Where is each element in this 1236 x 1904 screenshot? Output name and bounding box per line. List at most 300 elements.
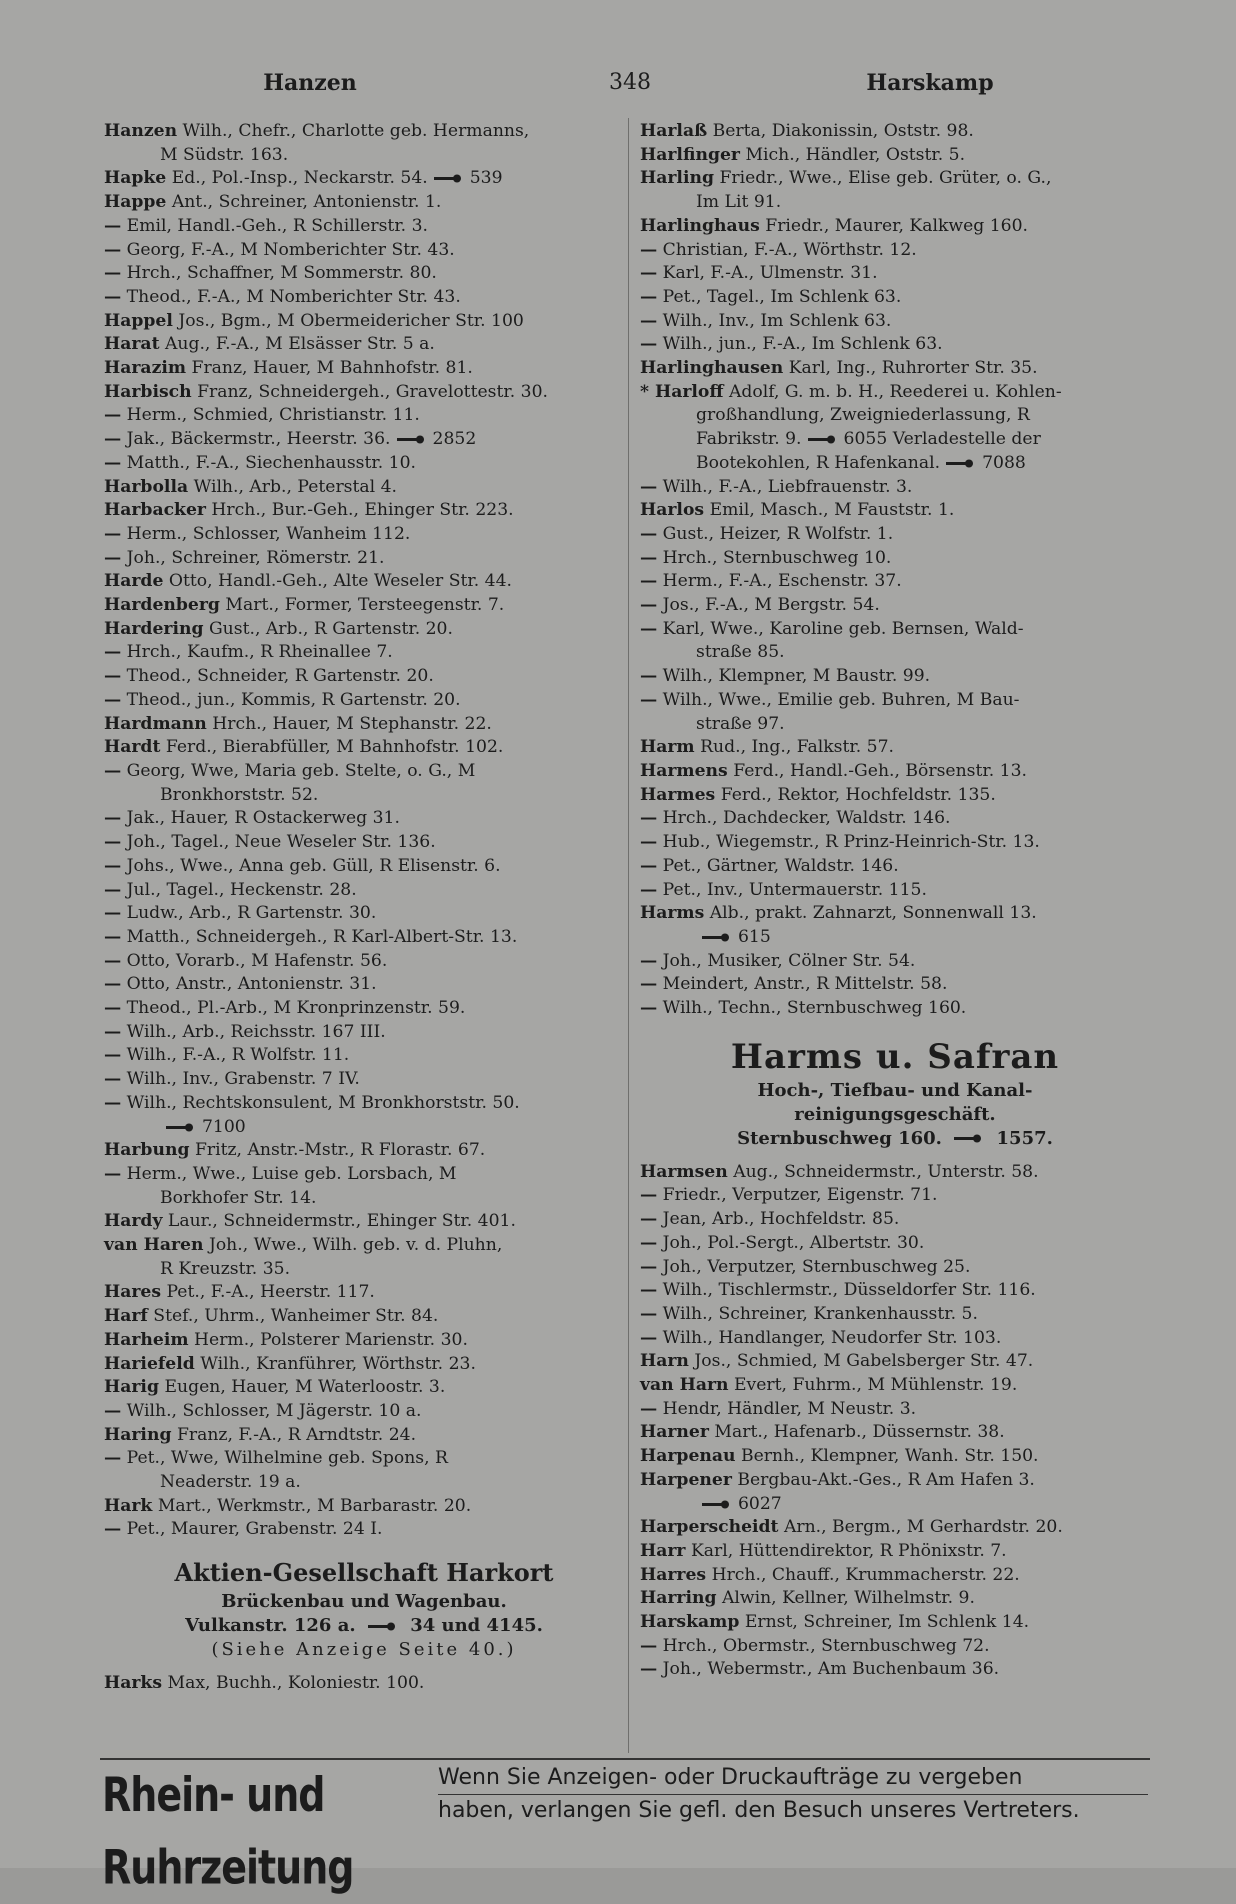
entry-surname: Harmsen xyxy=(640,1161,728,1182)
page-number: 348 xyxy=(609,70,651,95)
entry-details: Wilh., Chefr., Charlotte geb. Hermanns, xyxy=(182,121,530,141)
entry-details: Mich., Händler, Oststr. 5. xyxy=(745,144,966,165)
ad-title: Harms u. Safran xyxy=(730,1036,1060,1077)
entry-details: Wilh., Techn., Sternbuschweg 160. xyxy=(662,998,967,1019)
entry-details: Alwin, Kellner, Wilhelmstr. 9. xyxy=(722,1588,975,1609)
list-item xyxy=(640,689,1150,713)
list-item xyxy=(640,1398,1150,1422)
telephone-icon xyxy=(808,435,838,444)
entry-surname: — xyxy=(640,523,658,544)
entry-details: Karl, Ing., Ruhrorter Str. 35. xyxy=(788,358,1038,379)
list-item xyxy=(104,120,624,144)
entry-details: Ferd., Rektor, Hochfeldstr. 135. xyxy=(720,784,996,805)
list-item xyxy=(104,404,624,428)
list-item xyxy=(640,167,1150,191)
entry-surname: Hardmann xyxy=(104,713,207,734)
list-item xyxy=(640,1232,1150,1256)
entry-surname: — xyxy=(640,832,658,853)
list-item xyxy=(640,499,1150,523)
entry-details: Pet., F.-A., Heerstr. 117. xyxy=(166,1282,375,1303)
list-item xyxy=(640,641,1150,665)
ad-address: Sternbuschweg 160. xyxy=(737,1127,942,1149)
list-item xyxy=(104,310,624,334)
entry-surname: Harskamp xyxy=(640,1612,740,1633)
list-item xyxy=(104,1672,624,1696)
entry-surname: Harlfinger xyxy=(640,144,740,165)
list-item xyxy=(640,286,1150,310)
entry-details: Ernst, Schreiner, Im Schlenk 14. xyxy=(744,1612,1030,1633)
entry-surname: — xyxy=(640,998,658,1019)
entry-surname: van Haren xyxy=(104,1235,204,1256)
list-item xyxy=(104,144,624,168)
entry-surname: Harms xyxy=(640,903,705,924)
entry-surname: Haring xyxy=(104,1424,172,1445)
entry-details: Joh., Musiker, Cölner Str. 54. xyxy=(662,950,916,971)
entry-details: straße 85. xyxy=(696,642,785,663)
right-column xyxy=(640,120,1150,1682)
list-item xyxy=(640,1516,1150,1540)
right-entry-list xyxy=(640,120,1150,1021)
entry-surname: — xyxy=(640,1185,658,1206)
entry-surname: Hardering xyxy=(104,618,204,639)
list-item xyxy=(104,333,624,357)
telephone-icon xyxy=(702,933,732,942)
ad-note: (Siehe Anzeige Seite 40.) xyxy=(211,1639,517,1661)
entry-surname: — xyxy=(640,950,658,971)
entry-surname: Harlinghaus xyxy=(640,215,760,236)
list-item xyxy=(104,807,624,831)
list-item xyxy=(104,973,624,997)
entry-surname: Harbacker xyxy=(104,500,206,521)
list-item xyxy=(104,570,624,594)
entry-surname: Harring xyxy=(640,1588,717,1609)
entry-phone: 6027 xyxy=(738,1493,782,1514)
list-item xyxy=(104,286,624,310)
entry-surname: — xyxy=(104,452,122,473)
ad-phone: 1557. xyxy=(996,1127,1053,1149)
entry-surname: Harf xyxy=(104,1306,148,1327)
entry-details: Ferd., Bierabfüller, M Bahnhofstr. 102. xyxy=(165,737,504,758)
ad-address: Vulkanstr. 126 a. xyxy=(185,1615,356,1637)
entry-surname: — xyxy=(104,1021,122,1042)
list-item xyxy=(640,523,1150,547)
entry-details: Wilh., jun., F.-A., Im Schlenk 63. xyxy=(662,334,943,355)
entry-details: Joh., Webermstr., Am Buchenbaum 36. xyxy=(662,1659,1000,1680)
entry-surname: — xyxy=(640,239,658,260)
entry-surname: Harbung xyxy=(104,1140,190,1161)
entry-surname: Hares xyxy=(104,1282,162,1303)
entry-details: Hrch., Chauff., Krummacherstr. 22. xyxy=(711,1564,1020,1585)
entry-details: Mart., Hafenarb., Düssernstr. 38. xyxy=(714,1422,1005,1443)
entry-details: Hrch., Obermstr., Sternbuschweg 72. xyxy=(662,1635,990,1656)
entry-surname: — xyxy=(640,1280,658,1301)
entry-details: Bergbau-Akt.-Ges., R Am Hafen 3. xyxy=(737,1469,1035,1490)
list-item xyxy=(104,950,624,974)
right-entry-list-2 xyxy=(640,1161,1150,1682)
list-item xyxy=(640,547,1150,571)
entry-surname: — xyxy=(104,1092,122,1113)
entry-details: Wilh., Arb., Reichsstr. 167 III. xyxy=(126,1021,386,1042)
list-item xyxy=(104,1376,624,1400)
entry-details: Berta, Diakonissin, Oststr. 98. xyxy=(712,121,974,141)
entry-details: Pet., Wwe, Wilhelmine geb. Spons, R xyxy=(126,1448,448,1469)
entry-surname: Harde xyxy=(104,571,164,592)
entry-surname: — xyxy=(640,855,658,876)
list-item xyxy=(640,1635,1150,1659)
entry-details: Herm., Wwe., Luise geb. Lorsbach, M xyxy=(126,1163,457,1184)
entry-surname: Harpener xyxy=(640,1469,732,1490)
entry-details: straße 97. xyxy=(696,713,785,734)
entry-details: Bootekohlen, R Hafenkanal. xyxy=(696,452,941,473)
entry-phone: 539 xyxy=(469,168,503,189)
telephone-icon xyxy=(166,1123,196,1132)
telephone-icon xyxy=(702,1500,732,1509)
list-item xyxy=(640,997,1150,1021)
entry-details: Friedr., Maurer, Kalkweg 160. xyxy=(765,215,1028,236)
entry-details: Franz, F.-A., R Arndtstr. 24. xyxy=(176,1424,417,1445)
entry-details: Georg, F.-A., M Nomberichter Str. 43. xyxy=(126,239,455,260)
entry-details: Wilh., Wwe., Emilie geb. Buhren, M Bau- xyxy=(662,689,1020,710)
entry-surname: Harlos xyxy=(640,500,705,521)
entry-surname: Hanzen xyxy=(104,121,178,141)
ad-line-2: reinigungsgeschäft. xyxy=(794,1103,996,1125)
list-item xyxy=(640,1611,1150,1635)
entry-details: Theod., jun., Kommis, R Gartenstr. 20. xyxy=(126,689,461,710)
list-item xyxy=(640,926,1150,950)
list-item xyxy=(640,428,1150,452)
entry-details: Wilh., Kranführer, Wörthstr. 23. xyxy=(200,1353,476,1374)
entry-surname: Harlinghausen xyxy=(640,358,784,379)
list-item xyxy=(104,547,624,571)
list-item xyxy=(640,760,1150,784)
entry-surname: — xyxy=(104,666,122,687)
left-entry-list xyxy=(104,120,624,1542)
column-divider xyxy=(628,118,629,1753)
list-item xyxy=(640,1279,1150,1303)
entry-details: Ludw., Arb., R Gartenstr. 30. xyxy=(126,903,377,924)
list-item xyxy=(104,1305,624,1329)
entry-surname: van Harn xyxy=(640,1375,729,1396)
list-item xyxy=(104,1234,624,1258)
entry-details: Hrch., Dachdecker, Waldstr. 146. xyxy=(662,808,951,829)
entry-details: Evert, Fuhrm., M Mühlenstr. 19. xyxy=(734,1375,1018,1396)
list-item xyxy=(640,404,1150,428)
entry-details: Joh., Verputzer, Sternbuschweg 25. xyxy=(662,1256,971,1277)
list-item xyxy=(104,902,624,926)
entry-surname: Hardy xyxy=(104,1211,163,1232)
entry-surname: — xyxy=(104,1448,122,1469)
entry-details: Jean, Arb., Hochfeldstr. 85. xyxy=(662,1209,900,1230)
entry-details: Hrch., Schaffner, M Sommerstr. 80. xyxy=(126,263,437,284)
entry-surname: — xyxy=(640,286,658,307)
entry-surname: Harperscheidt xyxy=(640,1517,779,1538)
entry-surname: — xyxy=(104,855,122,876)
entry-details: Max, Buchh., Koloniestr. 100. xyxy=(167,1673,425,1694)
entry-surname: — xyxy=(104,263,122,284)
list-item xyxy=(640,618,1150,642)
entry-suffix: Verladestelle der xyxy=(892,429,1041,450)
entry-details: Jak., Hauer, R Ostackerweg 31. xyxy=(126,808,400,829)
entry-details: Herm., Schmied, Christianstr. 11. xyxy=(126,405,420,426)
list-item xyxy=(104,1518,624,1542)
entry-details: Wilh., Schreiner, Krankenhausstr. 5. xyxy=(662,1303,978,1324)
list-item xyxy=(640,1587,1150,1611)
entry-details: R Kreuzstr. 35. xyxy=(160,1258,291,1279)
entry-surname: Harig xyxy=(104,1377,159,1398)
entry-surname: Harmes xyxy=(640,784,716,805)
entry-details: Ant., Schreiner, Antonienstr. 1. xyxy=(171,192,442,213)
entry-details: Laur., Schneidermstr., Ehinger Str. 401. xyxy=(167,1211,516,1232)
entry-surname: — xyxy=(104,1519,122,1540)
header-right-keyword: Harskamp xyxy=(866,70,994,96)
entry-details: Otto, Handl.-Geh., Alte Weseler Str. 44. xyxy=(168,571,512,592)
entry-details: Emil, Handl.-Geh., R Schillerstr. 3. xyxy=(126,215,428,236)
list-item xyxy=(104,1044,624,1068)
entry-surname: Happel xyxy=(104,310,173,331)
entry-details: Alb., prakt. Zahnarzt, Sonnenwall 13. xyxy=(709,903,1037,924)
entry-surname: — xyxy=(104,926,122,947)
list-item xyxy=(640,1256,1150,1280)
list-item xyxy=(104,1495,624,1519)
list-item xyxy=(104,1424,624,1448)
entry-surname: Harheim xyxy=(104,1329,189,1350)
entry-details: Pet., Tagel., Im Schlenk 63. xyxy=(662,286,902,307)
entry-phone: 6055 xyxy=(843,429,888,450)
entry-details: Jul., Tagel., Heckenstr. 28. xyxy=(126,879,357,900)
entry-details: Rud., Ing., Falkstr. 57. xyxy=(700,737,894,758)
entry-surname: — xyxy=(640,1398,658,1419)
entry-details: Hrch., Kaufm., R Rheinallee 7. xyxy=(126,642,393,663)
ad-subtitle: Brückenbau und Wagenbau. xyxy=(221,1591,507,1613)
list-item xyxy=(640,807,1150,831)
list-item xyxy=(104,239,624,263)
entry-surname: Harr xyxy=(640,1540,686,1561)
entry-phone: 615 xyxy=(738,926,771,947)
list-item xyxy=(640,144,1150,168)
entry-surname: — xyxy=(640,1327,658,1348)
list-item xyxy=(640,1421,1150,1445)
entry-details: Jak., Bäckermstr., Heerstr. 36. xyxy=(126,429,391,450)
entry-details: Mart., Werkmstr., M Barbarastr. 20. xyxy=(157,1495,472,1516)
list-item xyxy=(104,713,624,737)
entry-surname: — xyxy=(104,808,122,829)
list-item xyxy=(104,689,624,713)
list-item xyxy=(640,1303,1150,1327)
entry-details: Ferd., Handl.-Geh., Börsenstr. 13. xyxy=(733,760,1027,781)
entry-details: Joh., Pol.-Sergt., Albertstr. 30. xyxy=(662,1232,925,1253)
list-item xyxy=(640,973,1150,997)
list-item xyxy=(640,333,1150,357)
entry-details: Ed., Pol.-Insp., Neckarstr. 54. xyxy=(171,168,428,189)
entry-surname: Hark xyxy=(104,1495,153,1516)
list-item xyxy=(104,215,624,239)
list-item xyxy=(640,1658,1150,1682)
list-item xyxy=(104,618,624,642)
entry-details: Friedr., Verputzer, Eigenstr. 71. xyxy=(662,1185,938,1206)
entry-details: Gust., Heizer, R Wolfstr. 1. xyxy=(662,523,894,544)
entry-surname: — xyxy=(104,286,122,307)
entry-surname: Harling xyxy=(640,168,715,189)
list-item xyxy=(640,215,1150,239)
entry-details: Aug., F.-A., M Elsässer Str. 5 a. xyxy=(164,334,435,355)
list-item xyxy=(640,784,1150,808)
list-item xyxy=(640,357,1150,381)
entry-details: Jos., Bgm., M Obermeidericher Str. 100 xyxy=(178,310,524,331)
list-item xyxy=(640,831,1150,855)
entry-details: Matth., F.-A., Siechenhausstr. 10. xyxy=(126,452,416,473)
list-item xyxy=(104,262,624,286)
header-left-keyword: Hanzen xyxy=(263,70,357,96)
entry-surname: Harres xyxy=(640,1564,707,1585)
entry-surname: — xyxy=(104,879,122,900)
entry-surname: — xyxy=(640,547,658,568)
list-item xyxy=(640,1374,1150,1398)
ad-contact xyxy=(640,1127,1150,1151)
entry-surname: — xyxy=(104,903,122,924)
entry-surname: Harm xyxy=(640,737,695,758)
list-item xyxy=(640,239,1150,263)
list-item xyxy=(640,476,1150,500)
entry-details: Borkhofer Str. 14. xyxy=(160,1187,317,1208)
newspaper-banner xyxy=(100,1758,1150,1895)
entry-surname: — xyxy=(640,1659,658,1680)
entry-surname: — xyxy=(640,974,658,995)
entry-surname: — xyxy=(104,1045,122,1066)
list-item xyxy=(640,310,1150,334)
entry-surname: — xyxy=(640,571,658,592)
entry-surname: — xyxy=(104,689,122,710)
entry-details: Karl, Wwe., Karoline geb. Bernsen, Wald- xyxy=(662,618,1024,639)
entry-details: Neaderstr. 19 a. xyxy=(160,1472,301,1493)
list-item xyxy=(104,357,624,381)
list-item xyxy=(104,736,624,760)
entry-details: Jos., F.-A., M Bergstr. 54. xyxy=(662,595,880,616)
entry-details: Fabrikstr. 9. xyxy=(696,429,802,450)
entry-details: Joh., Tagel., Neue Weseler Str. 136. xyxy=(126,832,436,853)
entry-details: Eugen, Hauer, M Waterloostr. 3. xyxy=(164,1377,446,1398)
entry-surname: Harlaß xyxy=(640,121,708,141)
entry-details: Pet., Gärtner, Waldstr. 146. xyxy=(662,855,899,876)
list-item xyxy=(640,262,1150,286)
list-item xyxy=(640,1208,1150,1232)
list-item xyxy=(640,855,1150,879)
entry-details: Gust., Arb., R Gartenstr. 20. xyxy=(208,618,453,639)
telephone-icon xyxy=(434,174,464,183)
entry-details: Meindert, Anstr., R Mittelstr. 58. xyxy=(662,974,948,995)
list-item xyxy=(104,523,624,547)
entry-details: Hub., Wiegemstr., R Prinz-Heinrich-Str. 13. xyxy=(662,832,1040,853)
page-header xyxy=(0,70,1236,110)
entry-details: Matth., Schneidergeh., R Karl-Albert-Str. 13. xyxy=(126,926,518,947)
harms-safran-advertisement xyxy=(640,1035,1150,1151)
list-item xyxy=(104,381,624,405)
entry-details: Johs., Wwe., Anna geb. Güll, R Elisenstr. 6. xyxy=(126,855,501,876)
entry-surname: — xyxy=(640,689,658,710)
list-item xyxy=(640,594,1150,618)
entry-surname: — xyxy=(104,1163,122,1184)
entry-surname: — xyxy=(640,310,658,331)
entry-details: Herm., F.-A., Eschenstr. 37. xyxy=(662,571,902,592)
entry-details: Otto, Anstr., Antonienstr. 31. xyxy=(126,974,377,995)
entry-details: Hrch., Hauer, M Stephanstr. 22. xyxy=(212,713,492,734)
list-item xyxy=(104,499,624,523)
harkort-advertisement xyxy=(104,1556,624,1662)
entry-details: Otto, Vorarb., M Hafenstr. 56. xyxy=(126,950,388,971)
entry-details: Wilh., Rechtskonsulent, M Bronkhorststr. 50. xyxy=(126,1092,520,1113)
list-item xyxy=(640,452,1150,476)
list-item xyxy=(640,1564,1150,1588)
entry-details: Wilh., Inv., Im Schlenk 63. xyxy=(662,310,892,331)
entry-phone: 2852 xyxy=(432,429,477,450)
list-item xyxy=(104,926,624,950)
ad-phone: 34 und 4145. xyxy=(410,1615,543,1637)
ad-contact xyxy=(104,1614,624,1638)
entry-surname: Harbolla xyxy=(104,476,189,497)
entry-details: Hrch., Sternbuschweg 10. xyxy=(662,547,892,568)
list-item xyxy=(640,1540,1150,1564)
entry-details: Adolf, G. m. b. H., Reederei u. Kohlen- xyxy=(728,381,1062,402)
entry-details: Wilh., Handlanger, Neudorfer Str. 103. xyxy=(662,1327,1002,1348)
entry-details: Mart., Former, Tersteegenstr. 7. xyxy=(225,595,505,616)
entry-surname: — xyxy=(104,215,122,236)
entry-details: Jos., Schmied, M Gabelsberger Str. 47. xyxy=(694,1351,1034,1372)
entry-details: Theod., F.-A., M Nomberichter Str. 43. xyxy=(126,286,461,307)
entry-surname: — xyxy=(640,263,658,284)
entry-details: Franz, Hauer, M Bahnhofstr. 81. xyxy=(191,358,473,379)
list-item xyxy=(640,1350,1150,1374)
entry-surname: — xyxy=(640,808,658,829)
list-item xyxy=(640,191,1150,215)
ad-line-1: Hoch-, Tiefbau- und Kanal- xyxy=(757,1079,1033,1101)
ad-title: Aktien-Gesellschaft Harkort xyxy=(174,1558,554,1588)
entry-surname: Hapke xyxy=(104,168,167,189)
entry-details: Hrch., Bur.-Geh., Ehinger Str. 223. xyxy=(211,500,514,521)
list-item xyxy=(104,1447,624,1471)
entry-surname: — xyxy=(640,666,658,687)
list-item xyxy=(640,879,1150,903)
list-item xyxy=(104,1187,624,1211)
entry-surname: — xyxy=(640,1635,658,1656)
list-item xyxy=(104,452,624,476)
list-item xyxy=(640,902,1150,926)
telephone-icon xyxy=(368,1622,398,1631)
entry-details: Bronkhorststr. 52. xyxy=(160,784,319,805)
entry-details: Georg, Wwe, Maria geb. Stelte, o. G., M xyxy=(126,760,476,781)
entry-surname: Harat xyxy=(104,334,160,355)
entry-details: Wilh., F.-A., R Wolfstr. 11. xyxy=(126,1045,350,1066)
list-item xyxy=(640,950,1150,974)
list-item xyxy=(104,784,624,808)
entry-surname: Harpenau xyxy=(640,1446,736,1467)
entry-surname: — xyxy=(104,239,122,260)
entry-details: Theod., Schneider, R Gartenstr. 20. xyxy=(126,666,434,687)
list-item xyxy=(104,1353,624,1377)
list-item xyxy=(640,120,1150,144)
entry-details: Karl, Hüttendirektor, R Phönixstr. 7. xyxy=(690,1540,1007,1561)
entry-details: Joh., Wwe., Wilh. geb. v. d. Pluhn, xyxy=(208,1235,503,1256)
list-item xyxy=(640,381,1150,405)
entry-details: Herm., Schlosser, Wanheim 112. xyxy=(126,523,411,544)
entry-details: Karl, F.-A., Ulmenstr. 31. xyxy=(662,263,878,284)
list-item xyxy=(640,665,1150,689)
entry-surname: Harmens xyxy=(640,760,728,781)
entry-details: Christian, F.-A., Wörthstr. 12. xyxy=(662,239,917,260)
entry-surname: — xyxy=(104,1069,122,1090)
entry-details: Wilh., Arb., Peterstal 4. xyxy=(193,476,398,497)
entry-details: Franz, Schneidergeh., Gravelottestr. 30. xyxy=(197,381,548,402)
entry-surname: Hardt xyxy=(104,737,161,758)
entry-surname: — xyxy=(104,832,122,853)
